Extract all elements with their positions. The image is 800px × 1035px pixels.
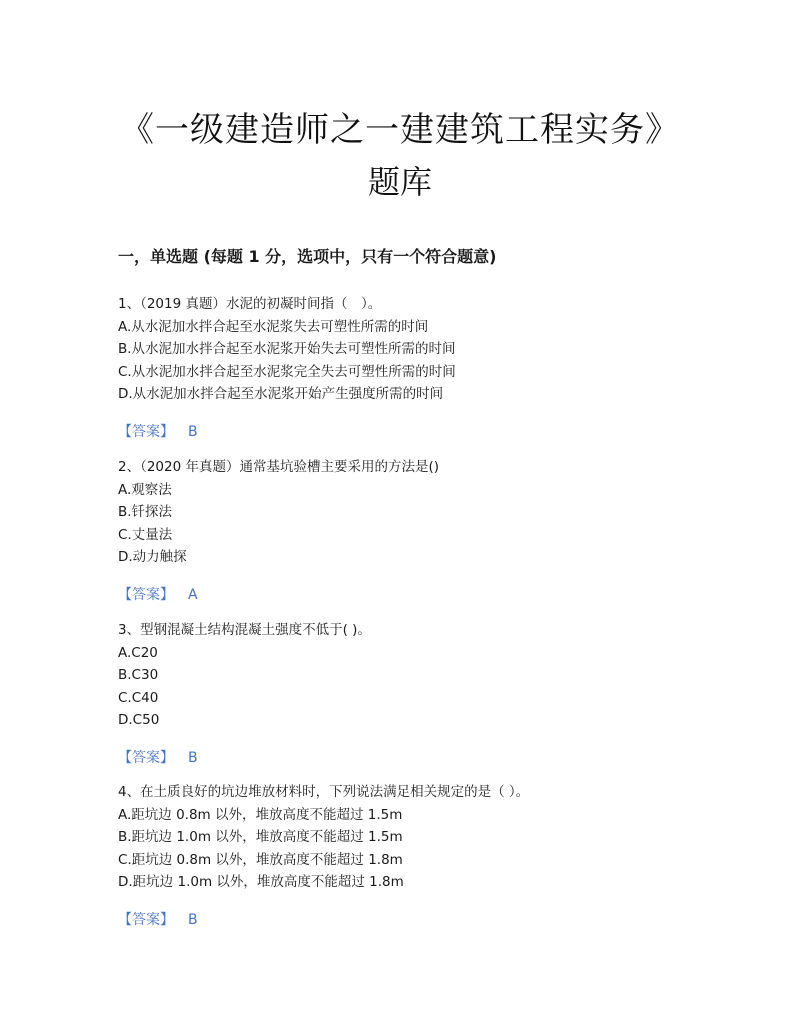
document-subtitle: 题库 [367,163,432,201]
option-a: A.观察法 [118,481,172,498]
answer-value: A [188,586,198,603]
option-c: C.C40 [118,689,159,706]
answer-line [118,584,718,606]
question-3 [118,619,718,769]
option-b: B.距坑边 1.0m 以外，堆放高度不能超过 1.5m [118,829,403,845]
question-text: 4、在土质良好的坑边堆放材料时，下列说法满足相关规定的是（ ）。 [118,784,530,800]
answer-line [118,421,718,443]
answer-label: 【答案】 [118,911,174,928]
option-b: B.钎探法 [118,504,173,520]
answer-label: 【答案】 [118,749,174,766]
option-a: A.距坑边 0.8m 以外，堆放高度不能超过 1.5m [118,806,403,823]
question-text: 1、（2019 真题）水泥的初凝时间指（ ）。 [118,296,382,312]
answer-label: 【答案】 [118,586,174,603]
question-1 [118,293,718,443]
question-text: 3、型钢混凝土结构混凝土强度不低于( )。 [118,622,371,638]
section-heading: 一，单选题 (每题 1 分，选项中，只有一个符合题意) [118,247,497,266]
answer-label: 【答案】 [118,423,174,440]
option-a: A.从水泥加水拌合起至水泥浆失去可塑性所需的时间 [118,318,429,335]
option-c: C.丈量法 [118,526,173,543]
answer-line [118,909,718,931]
option-b: B.C30 [118,667,159,683]
answer-line [118,747,718,769]
option-d: D.C50 [118,712,160,728]
question-2 [118,456,718,606]
question-text: 2、（2020 年真题）通常基坑验槽主要采用的方法是() [118,459,440,475]
answer-value: B [188,749,198,766]
document-title: 《一级建造师之一建建筑工程实务》 [120,110,680,150]
option-d: D.动力触探 [118,549,187,565]
option-c: C.从水泥加水拌合起至水泥浆完全失去可塑性所需的时间 [118,363,456,380]
question-4 [118,781,718,931]
option-a: A.C20 [118,644,158,661]
answer-value: B [188,911,198,928]
answer-value: B [188,423,198,440]
option-d: D.距坑边 1.0m 以外，堆放高度不能超过 1.8m [118,874,404,890]
option-c: C.距坑边 0.8m 以外，堆放高度不能超过 1.8m [118,851,403,868]
option-d: D.从水泥加水拌合起至水泥浆开始产生强度所需的时间 [118,386,444,402]
option-b: B.从水泥加水拌合起至水泥浆开始失去可塑性所需的时间 [118,341,456,357]
